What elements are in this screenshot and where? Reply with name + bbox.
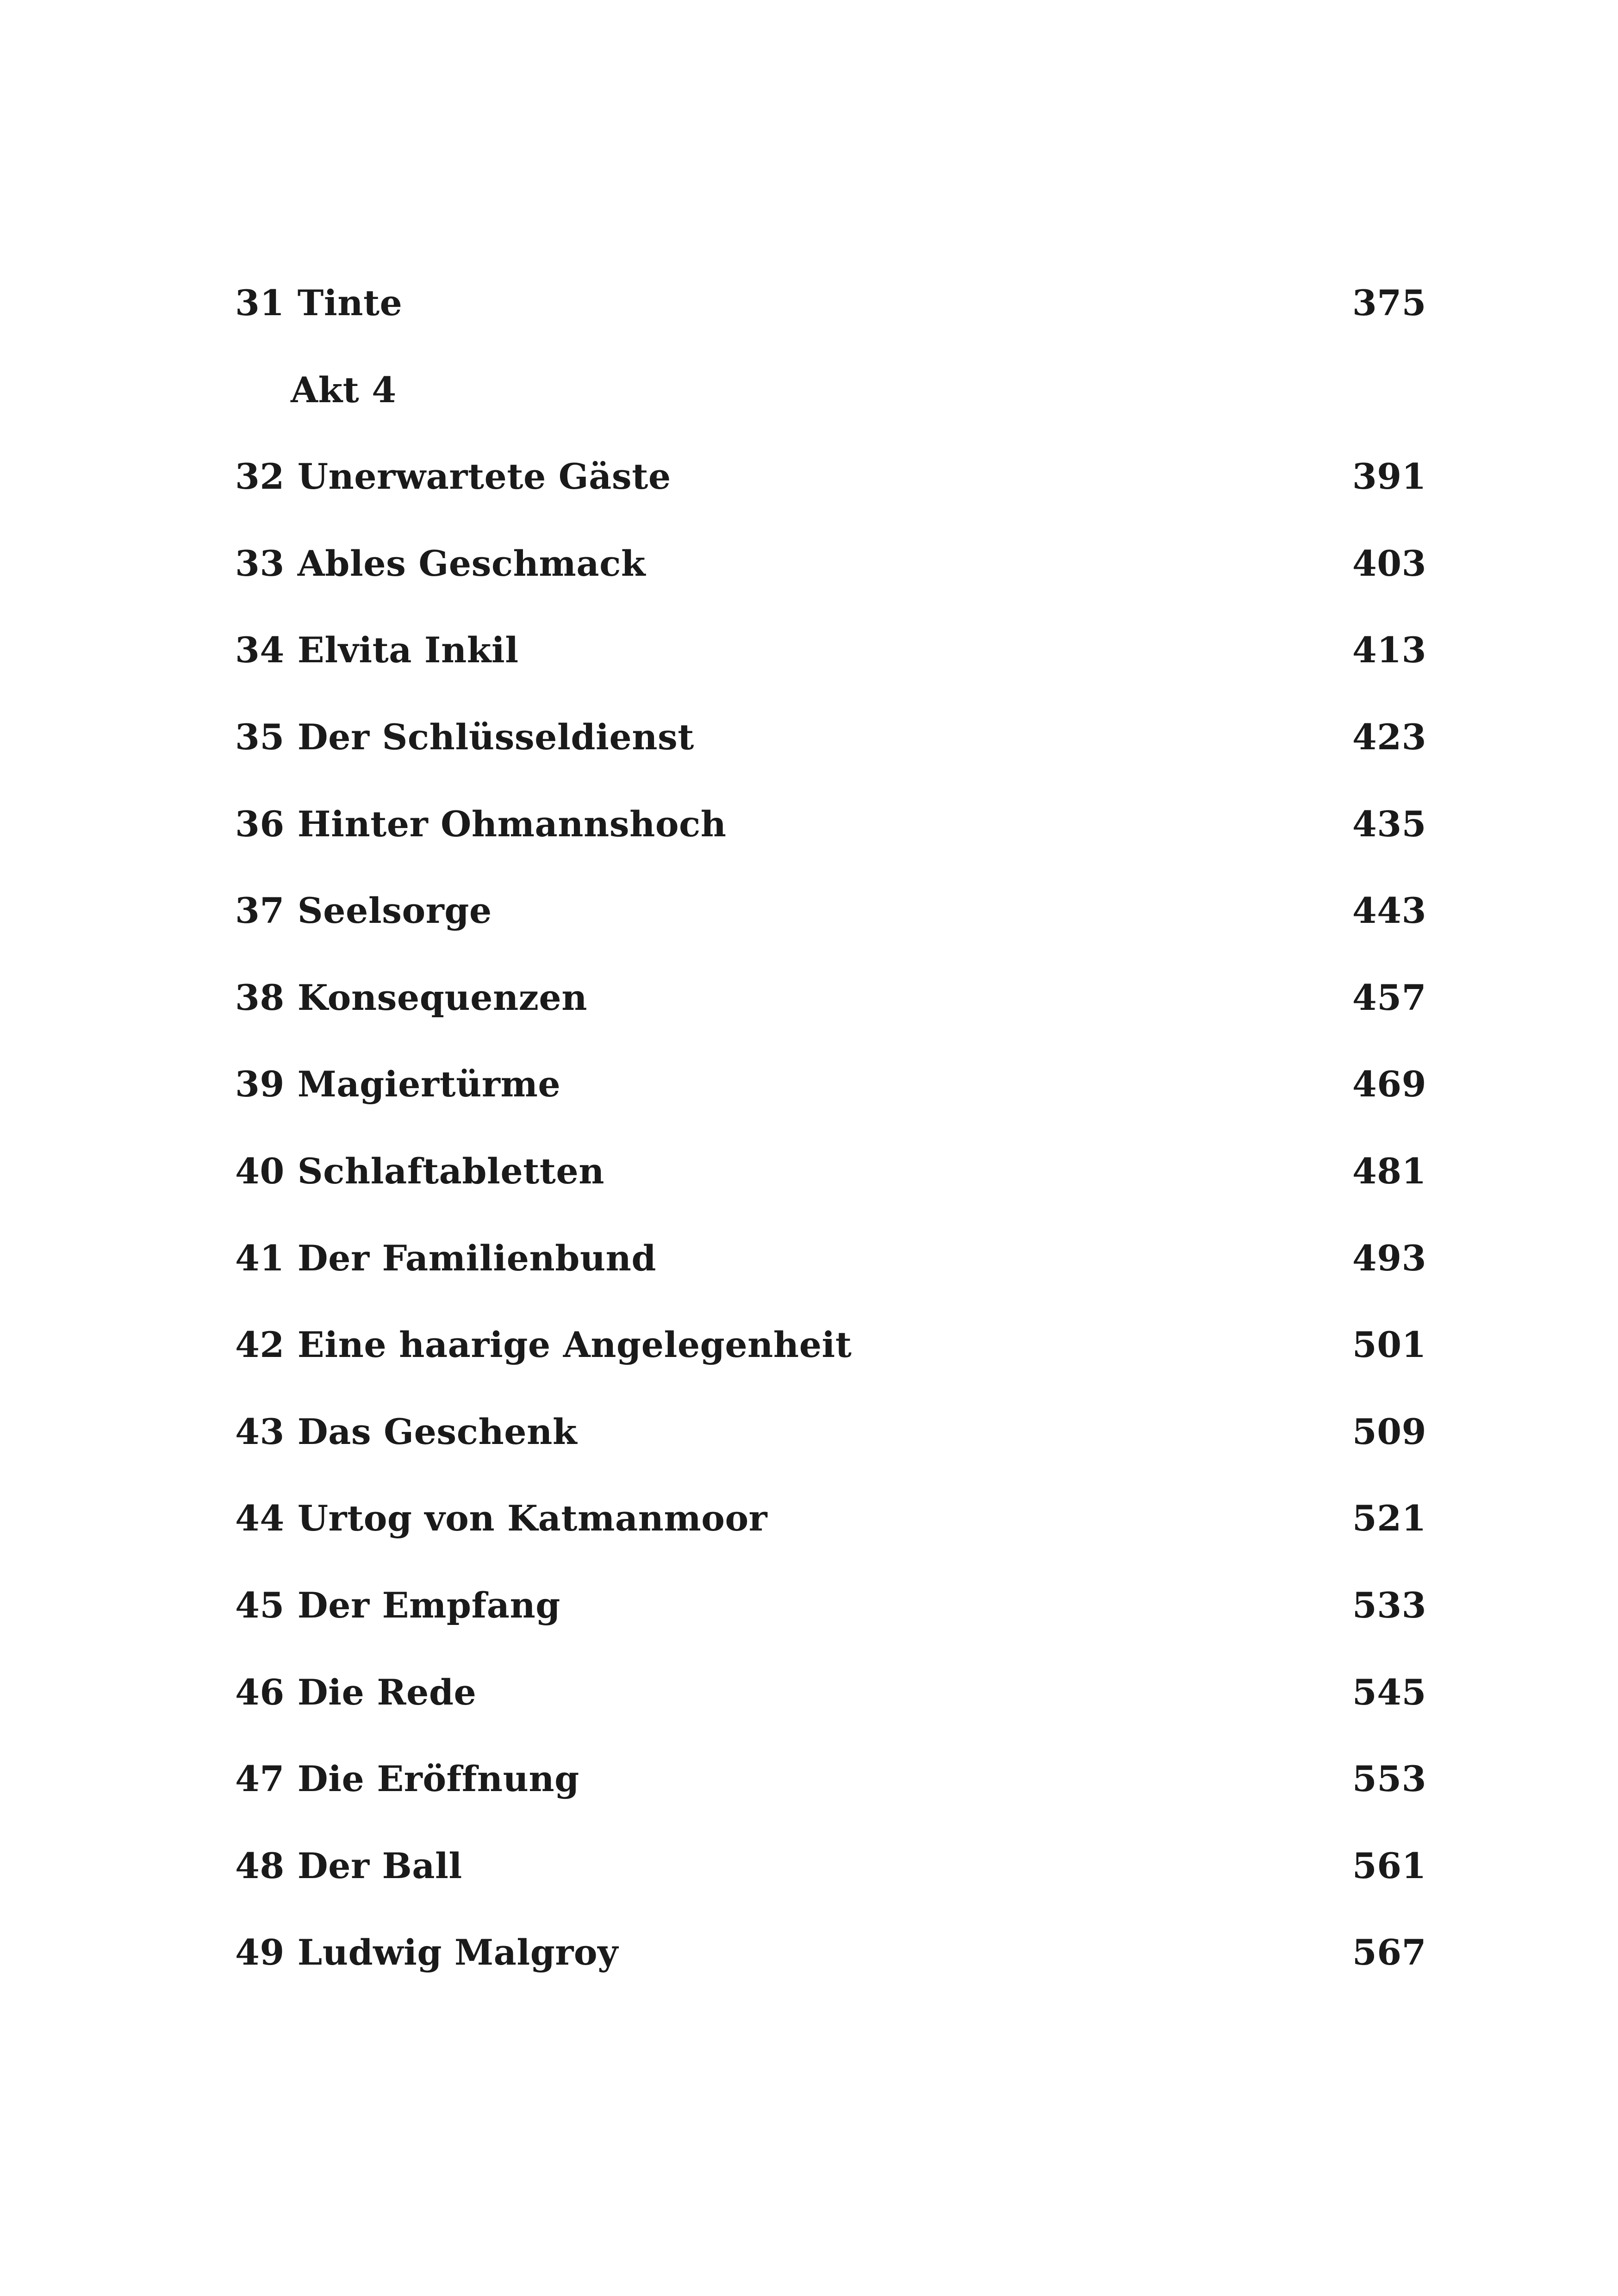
toc-entry-heading (235, 1665, 476, 1720)
chapter-number: 36 (235, 803, 285, 845)
chapter-title: Die Eröffnung (297, 1758, 579, 1799)
chapter-number: 46 (235, 1672, 285, 1713)
chapter-number: 32 (235, 456, 285, 497)
toc-entry-heading (235, 970, 587, 1026)
chapter-title: Magiertürme (297, 1064, 561, 1105)
toc-entry-heading (235, 1578, 560, 1633)
chapter-title: Ludwig Malgroy (297, 1932, 618, 1973)
page-number: 457 (1352, 977, 1426, 1018)
toc-entry-heading (235, 1751, 579, 1807)
chapter-number: 34 (235, 629, 285, 671)
chapter-number: 35 (235, 716, 285, 758)
chapter-title: Hinter Ohmannshoch (297, 803, 727, 845)
chapter-number: 47 (235, 1758, 285, 1799)
chapter-title: Tinte (297, 282, 403, 324)
toc-entry-heading (235, 1404, 577, 1460)
toc-entry-heading (235, 536, 646, 591)
page-number: 561 (1352, 1845, 1426, 1886)
toc-entry[interactable] (235, 1925, 1426, 1980)
toc-entry[interactable] (235, 1317, 1426, 1373)
chapter-number: 33 (235, 543, 285, 584)
chapter-title: Eine haarige Angelegenheit (297, 1324, 852, 1365)
page-number: 533 (1352, 1585, 1426, 1626)
toc-entry[interactable] (235, 1578, 1426, 1633)
toc-entry[interactable] (235, 883, 1426, 939)
chapter-title: Das Geschenk (297, 1411, 578, 1452)
chapter-title: Der Schlüsseldienst (297, 716, 694, 758)
toc-entry-heading (235, 622, 519, 678)
page-number: 501 (1352, 1324, 1426, 1365)
toc-entry[interactable] (235, 449, 1426, 504)
chapter-title: Unerwartete Gäste (297, 456, 671, 497)
page-number: 435 (1352, 803, 1426, 845)
page-number: 443 (1352, 890, 1426, 931)
chapter-number: 44 (235, 1498, 285, 1539)
toc-entry[interactable] (235, 536, 1426, 591)
toc-entry-heading (235, 449, 671, 504)
page-number: 545 (1352, 1672, 1426, 1713)
chapter-title: Elvita Inkil (297, 629, 519, 671)
page-number: 469 (1352, 1064, 1426, 1105)
chapter-title: Ables Geschmack (297, 543, 646, 584)
toc-entry[interactable] (235, 970, 1426, 1026)
toc-entry-heading (235, 1231, 656, 1286)
chapter-title: Schlaftabletten (297, 1151, 605, 1192)
toc-entry[interactable] (235, 1057, 1426, 1112)
toc-entry-heading (235, 275, 402, 331)
chapter-number: 42 (235, 1324, 285, 1365)
chapter-number: 31 (235, 282, 285, 324)
chapter-number: 45 (235, 1585, 285, 1626)
page-number: 509 (1352, 1411, 1426, 1452)
page-number: 521 (1352, 1498, 1426, 1539)
page-number: 375 (1352, 282, 1426, 324)
page-number: 423 (1352, 716, 1426, 758)
chapter-title: Die Rede (297, 1672, 477, 1713)
chapter-number: 38 (235, 977, 285, 1018)
page-number: 493 (1352, 1238, 1426, 1279)
chapter-title: Der Familienbund (297, 1238, 657, 1279)
toc-entry-heading (235, 1491, 767, 1546)
toc-entry[interactable] (235, 1491, 1426, 1546)
page-number: 413 (1352, 629, 1426, 671)
chapter-title: Der Empfang (297, 1585, 560, 1626)
chapter-number: 49 (235, 1932, 285, 1973)
page-number: 553 (1352, 1758, 1426, 1799)
toc-entry[interactable] (235, 1751, 1426, 1807)
toc-entry[interactable] (235, 1231, 1426, 1286)
page-number: 403 (1352, 543, 1426, 584)
toc-entry-heading (235, 883, 492, 939)
chapter-number: 43 (235, 1411, 285, 1452)
toc-entry-heading (235, 1925, 618, 1980)
chapter-number: 37 (235, 890, 285, 931)
toc-entry[interactable] (235, 275, 1426, 331)
toc-entry-heading (235, 1838, 462, 1894)
chapter-number: 48 (235, 1845, 285, 1886)
toc-entry[interactable] (235, 622, 1426, 678)
toc-entry[interactable] (235, 1665, 1426, 1720)
page-number: 481 (1352, 1151, 1426, 1192)
chapter-title: Konsequenzen (297, 977, 588, 1018)
toc-entry[interactable] (235, 709, 1426, 765)
toc-entry[interactable] (235, 1404, 1426, 1460)
page-number: 391 (1352, 456, 1426, 497)
act-heading: Akt 4 (291, 369, 397, 411)
toc-entry-heading (235, 1144, 604, 1199)
chapter-title: Der Ball (297, 1845, 462, 1886)
toc-entry-heading (235, 709, 694, 765)
chapter-number: 40 (235, 1151, 285, 1192)
chapter-title: Urtog von Katmanmoor (297, 1498, 768, 1539)
toc-entry-heading (235, 796, 727, 852)
toc-entry[interactable] (235, 1838, 1426, 1894)
chapter-number: 41 (235, 1238, 285, 1279)
chapter-number: 39 (235, 1064, 285, 1105)
toc-entry-heading (235, 1057, 560, 1112)
toc-entry-heading (235, 1317, 852, 1373)
toc-entry[interactable] (235, 1144, 1426, 1199)
page-number: 567 (1352, 1932, 1426, 1973)
chapter-title: Seelsorge (297, 890, 492, 931)
toc-entry[interactable] (235, 796, 1426, 852)
